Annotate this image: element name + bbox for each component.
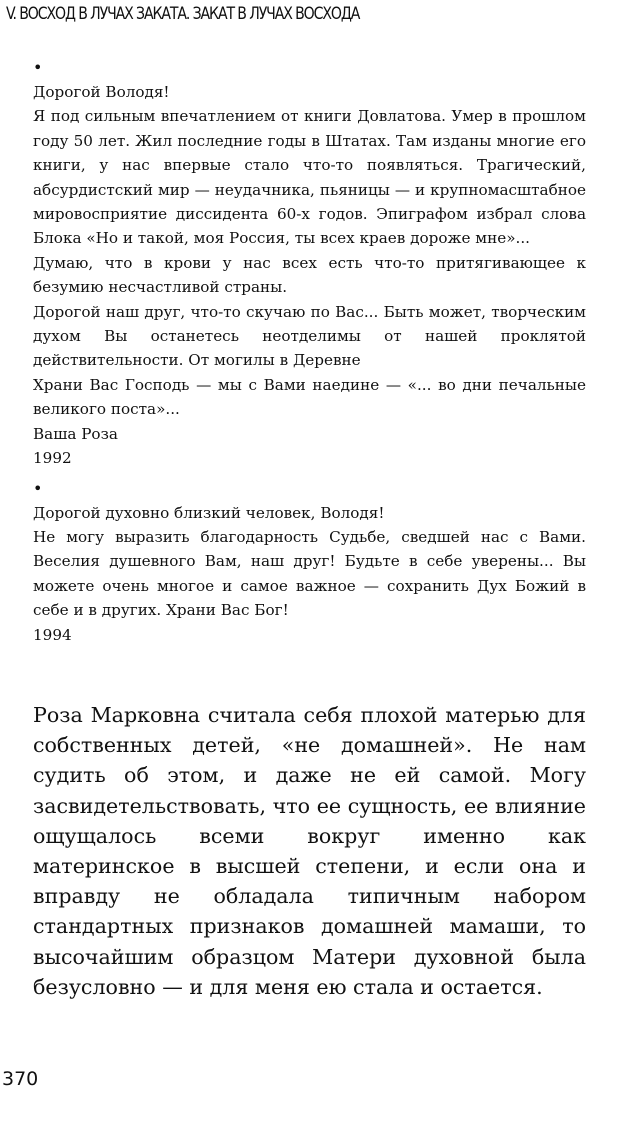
letter-paragraph: Храни Вас Господь — мы с Вами наедине — «... во дни печальные великого поста»... <box>33 375 586 419</box>
letter-1992 <box>33 56 586 471</box>
letter-paragraph: Думаю, что в крови у нас всех есть что-то притягивающее к безумию несчастливой страны. <box>33 253 586 297</box>
letter-1994 <box>33 477 586 647</box>
bullet-marker: • <box>33 58 43 77</box>
letters-section <box>33 56 586 647</box>
letter-paragraph: Дорогой наш друг, что-то скучаю по Вас... Быть может, творческим духом Вы останетесь неотделимы от нашей проклятой действительности. От могилы в Деревне <box>33 302 586 370</box>
main-paragraph: Роза Марковна считала себя плохой матерью для собственных детей, «не домашней». Не нам судить об этом, и даже не ей самой. Могу засвидетельствовать, что ее сущность, ее влияние ощущалось всеми вокруг именно как материнское в высшей степени, и если она и вправду не обладала типичным набором стандартных признаков домашней мамаши, то высочайшим образцом Матери духовной была безусловно — и для меня ею стала и остается. <box>33 703 586 999</box>
page-number: 370 <box>2 1068 39 1090</box>
letter-year: 1992 <box>33 449 72 468</box>
letter-paragraph: Не могу выразить благодарность Судьбе, сведшей нас с Вами. Веселия душевного Вам, наш друг! Будьте в себе уверены... Вы можете очень многое и самое важное — сохранить Дух Божий в себе и в других. Храни Вас Бог! <box>33 527 586 620</box>
letter-year: 1994 <box>33 625 72 644</box>
running-head: V. ВОСХОД В ЛУЧАХ ЗАКАТА. ЗАКАТ В ЛУЧАХ ВОСХОДА <box>6 4 360 24</box>
letter-paragraph: Я под сильным впечатлением от книги Довлатова. Умер в прошлом году 50 лет. Жил последние годы в Штатах. Там изданы многие его книги, у нас впервые стало что-то появляться. Трагический, абсурдистский мир — неудачника, пьяницы — и крупномасштабное мировосприятие диссидента 60-х годов. Эпиграфом избрал слова Блока «Но и такой, моя Россия, ты всех краев дороже мне»... <box>33 107 586 248</box>
letter-signature: Ваша Роза <box>33 424 118 443</box>
letter-salutation: Дорогой Володя! <box>33 83 170 101</box>
letter-salutation: Дорогой духовно близкий человек, Володя! <box>33 503 385 522</box>
bullet-marker: • <box>33 478 43 498</box>
